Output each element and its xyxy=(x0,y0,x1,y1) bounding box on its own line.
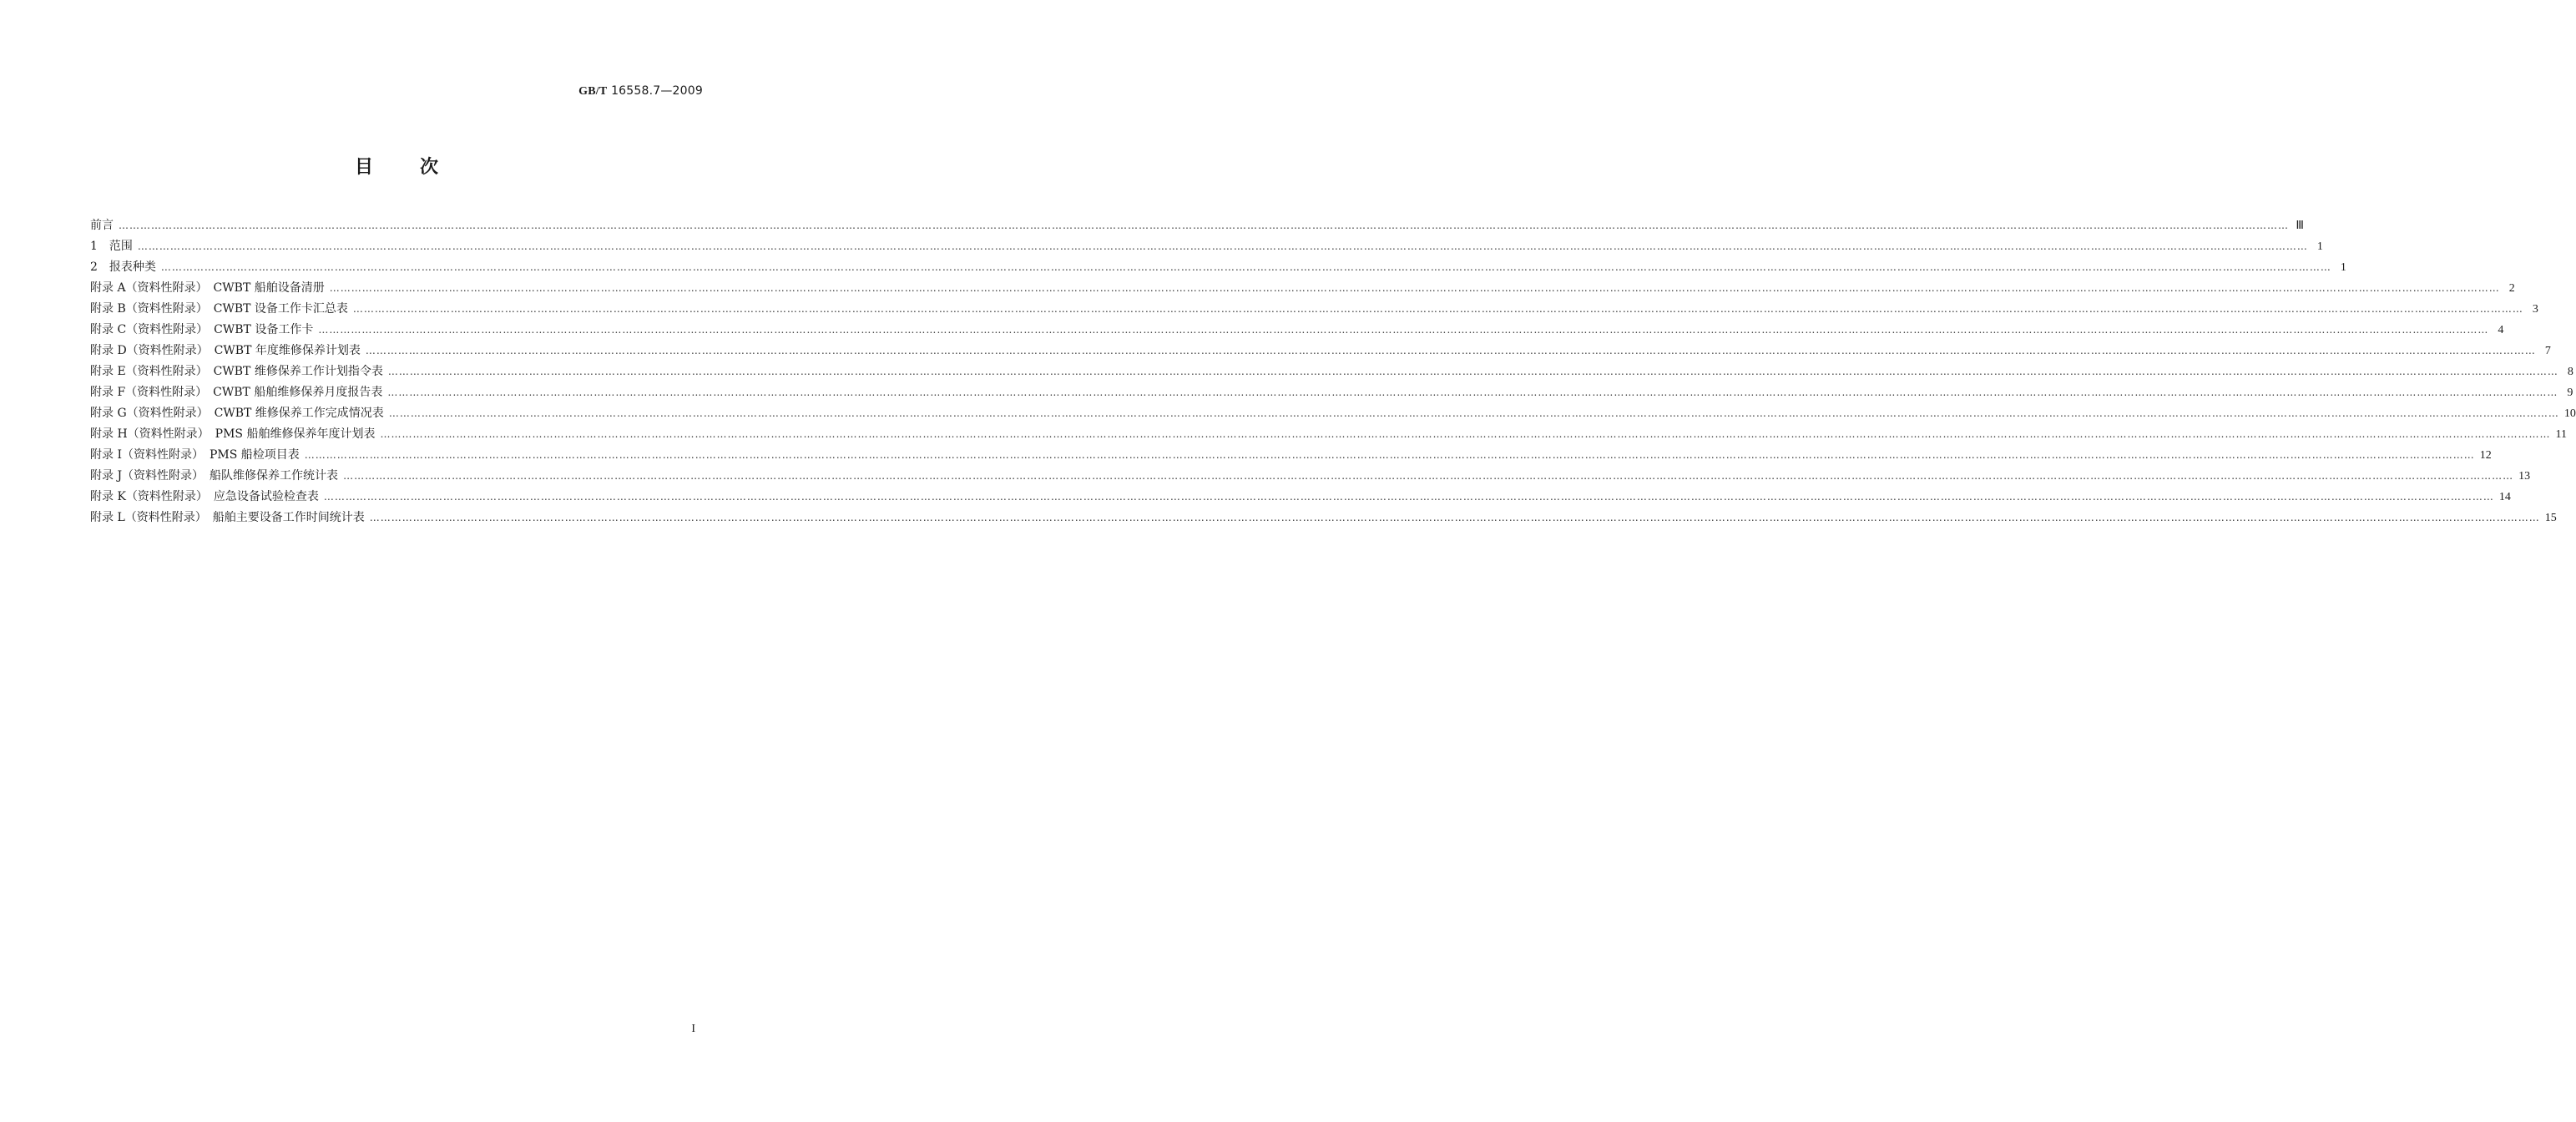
toc-entry[interactable] xyxy=(90,278,2515,299)
toc-entry-label: 附录 B（资料性附录） CWBT 设备工作卡汇总表 xyxy=(90,302,348,316)
toc-entry-label: 1 范围 xyxy=(90,240,133,253)
toc-leader-dots: …………………………………………………………………………………………………………………………………………………………………………………………………………………………………………………………………………………………………………………………………………………………………………………………………………………………………………………………………………………………………………………………………………………… xyxy=(323,491,2494,503)
toc-leader-dots: …………………………………………………………………………………………………………………………………………………………………………………………………………………………………………………………………………………………………………………………………………………………………………………………………………………………………………………………………………………………………………………………………………………… xyxy=(137,240,2308,252)
toc-leader-dots: …………………………………………………………………………………………………………………………………………………………………………………………………………………………………………………………………………………………………………………………………………………………………………………………………………………………………………………………………………………………………………………………………………………… xyxy=(304,449,2475,461)
toc-entry-page: 1 xyxy=(2316,240,2323,253)
toc-entry[interactable] xyxy=(90,466,2531,487)
toc-entry-page: 9 xyxy=(2567,387,2573,399)
toc-leader-dots: …………………………………………………………………………………………………………………………………………………………………………………………………………………………………………………………………………………………………………………………………………………………………………………………………………………………………………………………………………………………………………………………………………………… xyxy=(388,407,2559,419)
toc-entry[interactable] xyxy=(90,299,2538,320)
toc-entry-page: 1 xyxy=(2340,261,2346,274)
toc-leader-dots: …………………………………………………………………………………………………………………………………………………………………………………………………………………………………………………………………………………………………………………………………………………………………………………………………………………………………………………………………………………………………………………………………………………… xyxy=(318,324,2489,336)
toc-entry-label: 附录 E（资料性附录） CWBT 维修保养工作计划指令表 xyxy=(90,365,383,378)
toc-entry-page: 4 xyxy=(2498,324,2504,336)
toc-entry[interactable] xyxy=(90,487,2511,508)
toc-entry-label: 附录 I（资料性附录） PMS 船检项目表 xyxy=(90,448,300,462)
standard-number: 16558.7—2009 xyxy=(611,84,703,98)
toc-entry[interactable] xyxy=(90,320,2504,341)
toc-entry-page: 10 xyxy=(2563,407,2576,420)
toc-entry[interactable] xyxy=(90,361,2573,382)
toc-leader-dots: …………………………………………………………………………………………………………………………………………………………………………………………………………………………………………………………………………………………………………………………………………………………………………………………………………………………………………………………………………………………………………………………………………………… xyxy=(329,282,2500,294)
toc-entry[interactable] xyxy=(90,508,2557,528)
toc-entry-page: 7 xyxy=(2544,345,2551,357)
toc-leader-dots: …………………………………………………………………………………………………………………………………………………………………………………………………………………………………………………………………………………………………………………………………………………………………………………………………………………………………………………………………………………………………………………………………………………… xyxy=(343,470,2514,482)
page-number: I xyxy=(691,1023,695,1035)
toc-entry-label: 附录 L（资料性附录） 船舶主要设备工作时间统计表 xyxy=(90,511,365,524)
toc-entry-label: 附录 K（资料性附录） 应急设备试验检查表 xyxy=(90,490,319,503)
toc-entry-page: 15 xyxy=(2544,512,2557,524)
toc-entry-label: 2 报表种类 xyxy=(90,260,156,274)
toc-entry-label: 附录 G（资料性附录） CWBT 维修保养工作完成情况表 xyxy=(90,407,384,420)
toc-entry-label: 附录 J（资料性附录） 船队维修保养工作统计表 xyxy=(90,469,339,483)
toc-entry-page: 8 xyxy=(2567,366,2573,378)
toc-entry[interactable] xyxy=(90,236,2323,257)
toc-entry[interactable] xyxy=(90,403,2576,424)
toc-entry[interactable] xyxy=(90,382,2573,403)
toc-entry-page: 2 xyxy=(2508,282,2515,295)
toc-leader-dots: …………………………………………………………………………………………………………………………………………………………………………………………………………………………………………………………………………………………………………………………………………………………………………………………………………………………………………………………………………………………………………………………………………………… xyxy=(387,366,2558,377)
standard-code xyxy=(578,84,703,99)
toc-leader-dots: …………………………………………………………………………………………………………………………………………………………………………………………………………………………………………………………………………………………………………………………………………………………………………………………………………………………………………………………………………………………………………………………………………………… xyxy=(352,303,2523,315)
toc-entry[interactable] xyxy=(90,424,2567,445)
toc-entry-page: 14 xyxy=(2498,491,2511,503)
toc-entry[interactable] xyxy=(90,257,2346,278)
toc-entry-label: 附录 A（资料性附录） CWBT 船舶设备清册 xyxy=(90,281,325,295)
toc-leader-dots: …………………………………………………………………………………………………………………………………………………………………………………………………………………………………………………………………………………………………………………………………………………………………………………………………………………………………………………………………………………………………………………………………………………… xyxy=(365,345,2536,356)
toc-entry-page: 3 xyxy=(2532,303,2538,316)
toc-entry[interactable] xyxy=(90,215,2304,236)
toc-entry-page: 12 xyxy=(2479,449,2492,462)
toc-entry-label: 附录 D（资料性附录） CWBT 年度维修保养计划表 xyxy=(90,344,361,357)
toc-leader-dots: …………………………………………………………………………………………………………………………………………………………………………………………………………………………………………………………………………………………………………………………………………………………………………………………………………………………………………………………………………………………………………………………………………………… xyxy=(119,220,2289,231)
toc-entry-label: 附录 C（资料性附录） CWBT 设备工作卡 xyxy=(90,323,314,336)
table-of-contents xyxy=(90,215,2576,528)
standard-prefix: GB/T xyxy=(578,85,608,98)
toc-leader-dots: …………………………………………………………………………………………………………………………………………………………………………………………………………………………………………………………………………………………………………………………………………………………………………………………………………………………………………………………………………………………………………………………………………………… xyxy=(380,428,2551,440)
page-title: 目次 xyxy=(354,157,485,178)
toc-leader-dots: …………………………………………………………………………………………………………………………………………………………………………………………………………………………………………………………………………………………………………………………………………………………………………………………………………………………………………………………………………………………………………………………………………………… xyxy=(369,512,2540,523)
toc-leader-dots: …………………………………………………………………………………………………………………………………………………………………………………………………………………………………………………………………………………………………………………………………………………………………………………………………………………………………………………………………………………………………………………………………………………… xyxy=(160,261,2331,273)
toc-entry[interactable] xyxy=(90,445,2492,466)
toc-entry[interactable] xyxy=(90,341,2551,361)
toc-entry-label: 附录 H（资料性附录） PMS 船舶维修保养年度计划表 xyxy=(90,427,376,441)
toc-entry-page: 11 xyxy=(2555,428,2567,441)
toc-entry-label: 附录 F（资料性附录） CWBT 船舶维修保养月度报告表 xyxy=(90,386,383,399)
toc-entry-page: Ⅲ xyxy=(2296,220,2304,232)
toc-entry-page: 13 xyxy=(2518,470,2531,483)
toc-entry-label: 前言 xyxy=(90,219,114,232)
toc-leader-dots: …………………………………………………………………………………………………………………………………………………………………………………………………………………………………………………………………………………………………………………………………………………………………………………………………………………………………………………………………………………………………………………………………………………… xyxy=(387,387,2558,398)
